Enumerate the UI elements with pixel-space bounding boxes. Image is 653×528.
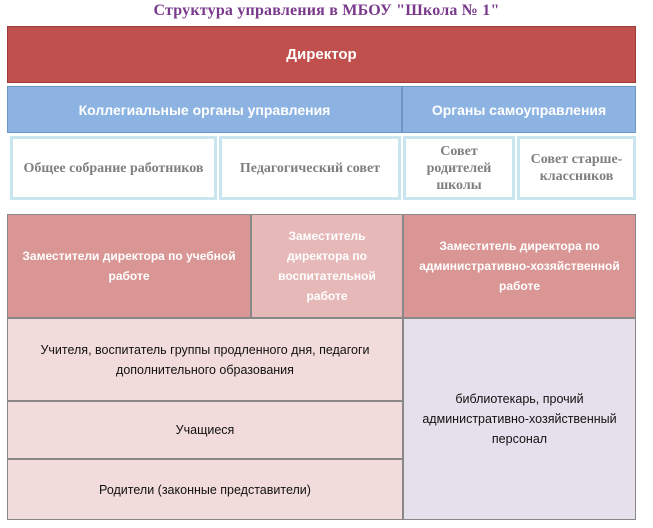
collegial-bodies-header: Коллегиальные органы управления bbox=[7, 86, 402, 133]
parents-council-box: Совет родителей школы bbox=[403, 136, 515, 200]
general-staff-meeting-box: Общее собрание работников bbox=[10, 136, 217, 200]
pedagogical-council-box: Педагогический совет bbox=[219, 136, 401, 200]
diagram-title: Структура управления в МБОУ "Школа № 1" bbox=[153, 2, 500, 19]
teachers-box: Учителя, воспитатель группы продленного дня, педагоги дополнительного образования bbox=[7, 318, 403, 401]
director-box: Директор bbox=[7, 26, 636, 83]
parents-box: Родители (законные представители) bbox=[7, 459, 403, 520]
deputy-administrative-box: Заместитель директора по административно-хозяйственной работе bbox=[403, 214, 636, 318]
admin-staff-box: библиотекарь, прочий административно-хозяйственный персонал bbox=[403, 318, 636, 520]
senior-students-council-box: Совет старше-классников bbox=[517, 136, 636, 200]
self-government-header: Органы самоуправления bbox=[402, 86, 636, 133]
students-box: Учащиеся bbox=[7, 401, 403, 459]
deputy-upbringing-box: Заместитель директора по воспитательной работе bbox=[251, 214, 403, 318]
deputy-academic-box: Заместители директора по учебной работе bbox=[7, 214, 251, 318]
